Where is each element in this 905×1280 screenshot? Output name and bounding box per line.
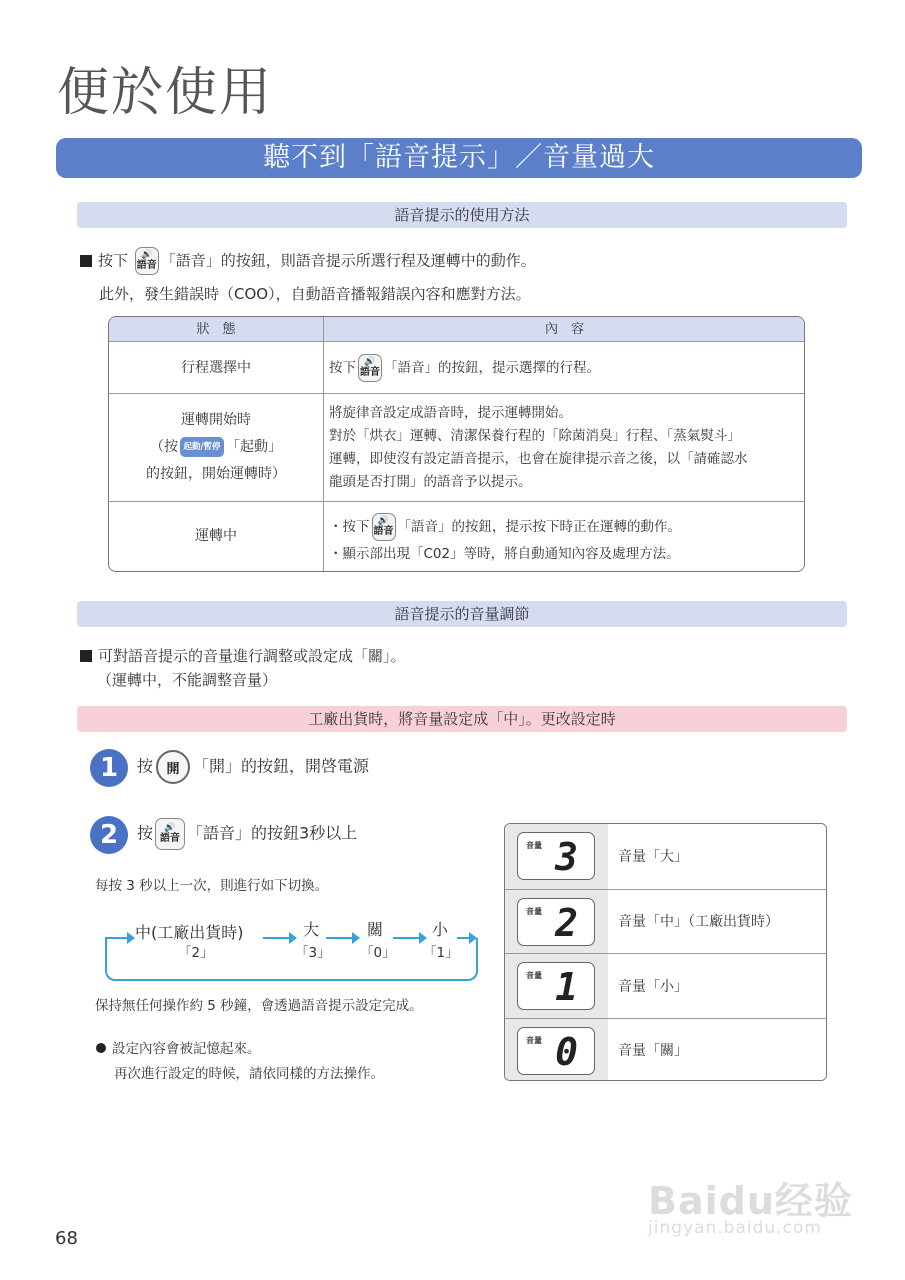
memory-note-2: 再次進行設定的時候，請依同樣的方法操作。 [114, 1066, 384, 1082]
voice-button-icon: 🔊 語音 [155, 818, 185, 850]
flow-arrow [326, 937, 354, 939]
power-button-icon: 開 [156, 750, 190, 784]
step-2-note: 每按 3 秒以上一次，則進行如下切換。 [95, 878, 329, 894]
volume-label: 音量「大」 [608, 824, 826, 889]
section-header-usage: 語音提示的使用方法 [77, 202, 847, 228]
step-2-text: 按 🔊 語音 「語音」的按鈕3秒以上 [137, 818, 357, 850]
flow-arrow [263, 937, 291, 939]
content-cell: ・按下 🔊 語音 「語音」的按鈕，提示按下時正在運轉的動作。 ・顯示部出現「C02」等時，將自動通知內容及處理方法。 [329, 513, 799, 566]
state-cell: 運轉開始時 （按 起動/暫停 「起動」 的按鈕，開始運轉時） [146, 412, 286, 482]
section-header-volume: 語音提示的音量調節 [77, 601, 847, 627]
voice-button-icon: 🔊 語音 [372, 513, 396, 541]
round-bullet-icon [96, 1043, 106, 1053]
col-content-header: 內 容 [544, 322, 584, 337]
memory-note-1: 設定內容會被記憶起來。 [96, 1037, 261, 1057]
flow-state-off: 關 [367, 920, 384, 939]
volume-line-2: （運轉中，不能調整音量） [97, 671, 278, 689]
flow-code-off: 「0」 [360, 945, 396, 961]
state-cell: 運轉中 [195, 528, 237, 544]
flow-state-high: 大 [303, 920, 320, 939]
flow-arrow [393, 937, 421, 939]
square-bullet-icon [80, 650, 92, 662]
volume-row [505, 953, 826, 1018]
page-number: 68 [55, 1228, 78, 1249]
state-cell: 行程選擇中 [181, 360, 251, 376]
lcd-display-icon: 音量 2 [517, 898, 595, 946]
flow-arrow [457, 937, 471, 939]
step-2-badge: 2 [90, 816, 128, 854]
finish-note: 保持無任何操作約 5 秒鐘，會透過語音提示設定完成。 [95, 998, 423, 1014]
section-header-factory: 工廠出貨時，將音量設定成「中」。更改設定時 [77, 706, 847, 732]
volume-line-1: 可對語音提示的音量進行調整或設定成「關」。 [80, 645, 406, 666]
lcd-display-icon: 音量 3 [517, 832, 595, 880]
status-table-header [109, 317, 804, 342]
flow-arrow [105, 937, 129, 939]
volume-row [505, 889, 826, 954]
lcd-display-icon: 音量 0 [517, 1027, 595, 1075]
voice-button-icon: 🔊 語音 [358, 354, 382, 382]
status-table [108, 316, 805, 572]
voice-button-icon: 🔊 語音 [135, 247, 159, 275]
volume-label: 音量「關」 [608, 1019, 826, 1082]
flow-code-high: 「3」 [295, 945, 331, 961]
flow-code-low: 「1」 [423, 945, 459, 961]
banner-title: 聽不到「語音提示」／音量過大 [56, 138, 862, 178]
volume-table [504, 823, 827, 1081]
content-cell: 將旋律音設定成語音時，提示運轉開始。 對於「烘衣」運轉、清潔保養行程的「除菌消臭」行程、「蒸氣熨斗」 運轉，即使沒有設定語音提示，也會在旋律提示音之後，以「請確認水 龍頭是否打開」的語音予以提示。 [329, 405, 748, 490]
usage-line-2: 此外，發生錯誤時（COO），自動語音播報錯誤內容和應對方法。 [99, 285, 531, 303]
lcd-display-icon: 音量 1 [517, 962, 595, 1010]
col-state-header: 狀 態 [196, 322, 236, 337]
step-1-text: 按 開 「開」的按鈕，開啓電源 [137, 750, 369, 784]
flow-state-low: 小 [432, 920, 449, 939]
volume-label: 音量「小」 [608, 954, 826, 1018]
watermark-main-text: Baidu经验 [648, 1179, 853, 1223]
watermark-url-text: jingyan.baidu.com [648, 1218, 822, 1238]
usage-line-1: 按下 🔊 語音 「語音」的按鈕，則語音提示所選行程及運轉中的動作。 [80, 247, 536, 275]
start-pause-button-icon: 起動/暫停 [180, 437, 224, 457]
volume-label: 音量「中」（工廠出貨時） [608, 890, 826, 954]
flow-code-mid: 「2」 [178, 945, 214, 961]
content-cell: 按下 🔊 語音 「語音」的按鈕，提示選擇的行程。 [329, 354, 799, 382]
baidu-watermark-logo [640, 1170, 860, 1250]
volume-row [505, 824, 826, 889]
step-1-badge: 1 [90, 749, 128, 787]
page-title: 便於使用 [57, 63, 274, 123]
volume-row [505, 1018, 826, 1082]
flow-state-mid: 中(工廠出貨時) [135, 923, 244, 942]
square-bullet-icon [80, 255, 92, 267]
